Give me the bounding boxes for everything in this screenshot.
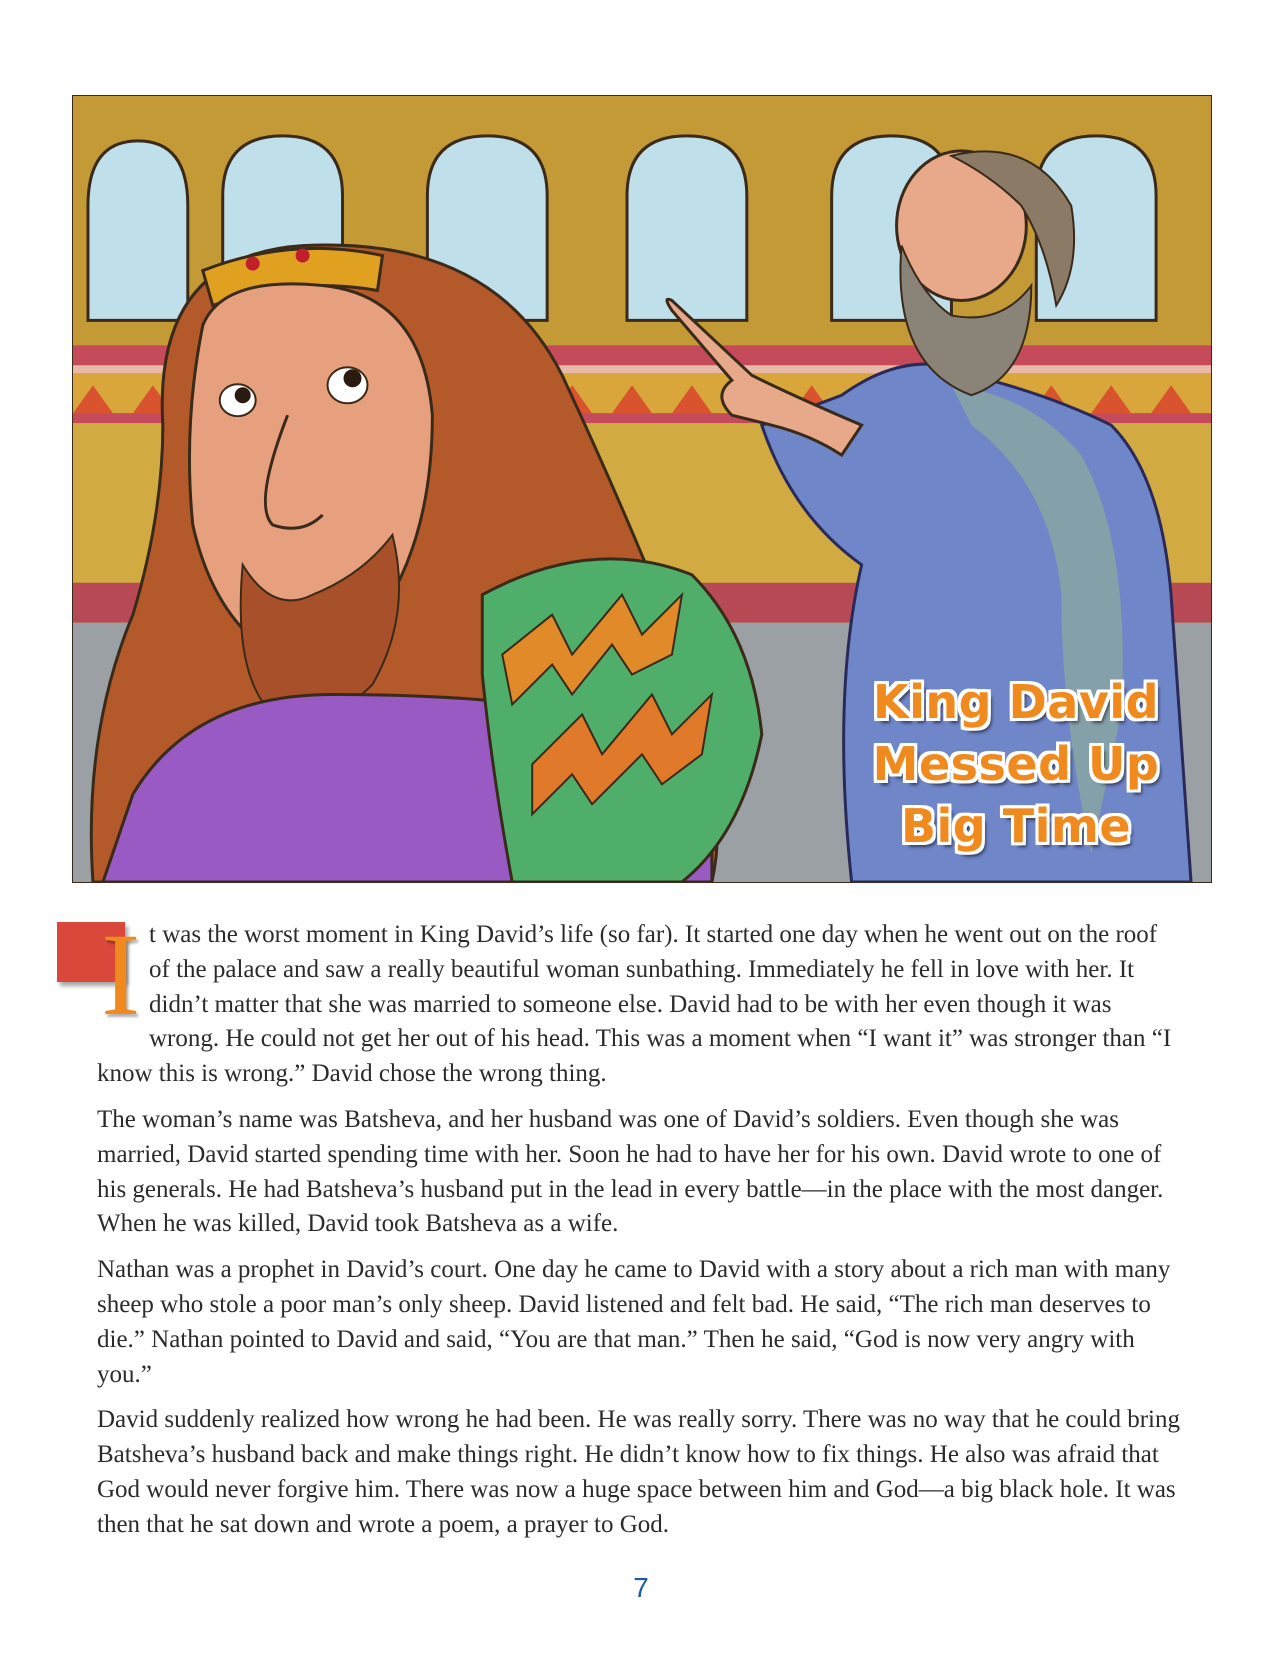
page-number: 7 <box>633 1572 649 1603</box>
paragraph-2: The woman’s name was Batsheva, and her husband was one of David’s soldiers. Even though she was married, David started spending time with her. Soon he had to have her for his own. David wrote to one of his generals. He had Batsheva’s husband put in the lead in every battle—in the place with the most danger. When he was killed, David took Batsheva as a wife. <box>97 1105 1164 1238</box>
story-title <box>851 671 1181 857</box>
paragraph-3: Nathan was a prophet in David’s court. One day he came to David with a story about a rich man with many sheep who stole a poor man’s only sheep. David listened and felt bad. He said, “The rich man deserves to die.” Nathan pointed to David and said, “You are that man.” Then he said, “God is now very angry with you.” <box>97 1256 1171 1388</box>
paragraph-1-text: t was the worst moment in King David’s life (so far). It started one day when he went out on the roof of the palace and saw a really beautiful woman sunbathing. Immediately he fell in love with her. It didn’t matter that she was married to someone else. David had to be with her even though it was wrong. He could not get her out of his head. This was a moment when “I want it” was stronger than “I know this is wrong.” David chose the wrong thing. <box>97 921 1172 1088</box>
paragraph-1 <box>97 909 1182 1092</box>
drop-cap-letter: I <box>101 909 141 1040</box>
title-line-1: King David <box>872 675 1159 729</box>
paragraph-4: David suddenly realized how wrong he had been. He was really sorry. There was no way that he could bring Batsheva’s husband back and make things right. He didn’t know how to fix things. He also was afraid that God would never forgive him. There was now a huge space between him and God—a big black hole. It was then that he sat down and wrote a poem, a prayer to God. <box>97 1406 1180 1538</box>
title-line-3: Big Time <box>900 799 1132 853</box>
story-illustration <box>72 95 1212 883</box>
article-body <box>97 909 1182 1554</box>
title-line-2: Messed Up <box>872 737 1160 791</box>
drop-cap <box>57 909 145 1040</box>
